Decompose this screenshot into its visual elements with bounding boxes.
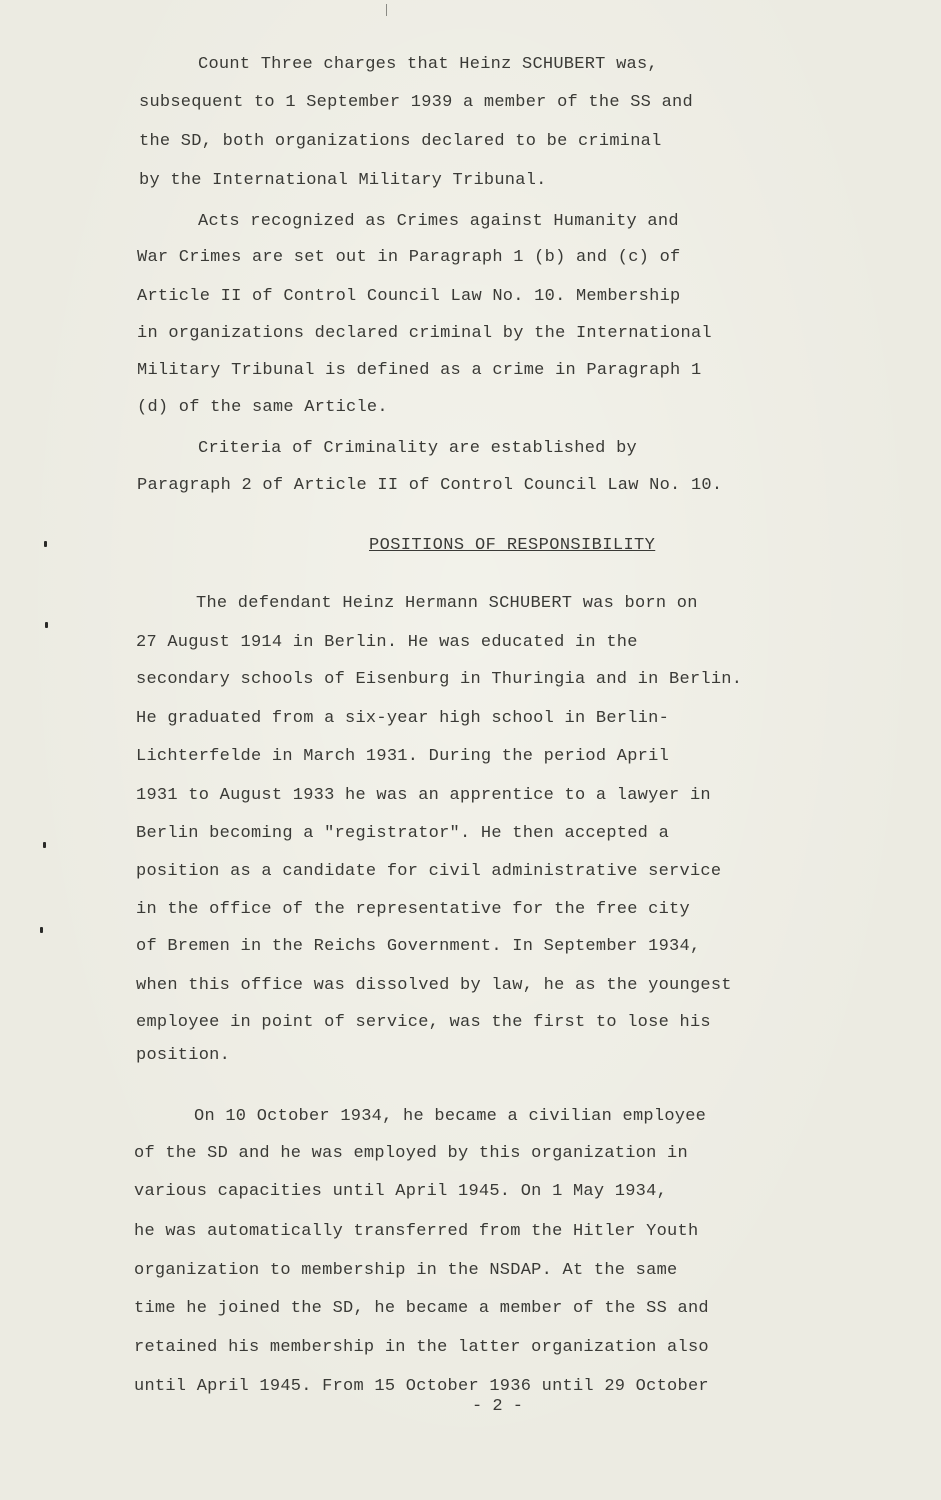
text-line: in organizations declared criminal by the International bbox=[137, 324, 712, 343]
text-line: the SD, both organizations declared to be criminal bbox=[139, 132, 662, 151]
text-line: The defendant Heinz Hermann SCHUBERT was born on bbox=[196, 594, 698, 613]
text-line: in the office of the representative for the free city bbox=[136, 900, 690, 919]
margin-dot bbox=[40, 927, 43, 933]
page-number: - 2 - bbox=[472, 1397, 524, 1416]
text-line: War Crimes are set out in Paragraph 1 (b) and (c) of bbox=[137, 248, 681, 267]
text-line: of the SD and he was employed by this organization in bbox=[134, 1144, 688, 1163]
text-line: employee in point of service, was the first to lose his bbox=[136, 1013, 711, 1032]
margin-dot bbox=[44, 541, 47, 547]
text-line: of Bremen in the Reichs Government. In September 1934, bbox=[136, 937, 701, 956]
text-line: secondary schools of Eisenburg in Thuringia and in Berlin. bbox=[136, 670, 743, 689]
punch-mark bbox=[386, 4, 387, 16]
text-line: he was automatically transferred from the Hitler Youth bbox=[134, 1222, 699, 1241]
text-line: 27 August 1914 in Berlin. He was educated in the bbox=[136, 633, 638, 652]
text-line: Military Tribunal is defined as a crime in Paragraph 1 bbox=[137, 361, 702, 380]
margin-dot bbox=[43, 842, 46, 848]
text-line: various capacities until April 1945. On 1 May 1934, bbox=[134, 1182, 668, 1201]
margin-dot bbox=[45, 622, 48, 628]
text-line: subsequent to 1 September 1939 a member of the SS and bbox=[139, 93, 693, 112]
text-line: retained his membership in the latter organization also bbox=[134, 1338, 709, 1357]
text-line: (d) of the same Article. bbox=[137, 398, 388, 417]
text-line: organization to membership in the NSDAP. At the same bbox=[134, 1261, 678, 1280]
text-line: Lichterfelde in March 1931. During the period April bbox=[136, 747, 670, 766]
text-line: Count Three charges that Heinz SCHUBERT was, bbox=[198, 55, 658, 74]
text-line: Acts recognized as Crimes against Humanity and bbox=[198, 212, 679, 231]
text-line: He graduated from a six-year high school in Berlin- bbox=[136, 709, 670, 728]
text-line: Paragraph 2 of Article II of Control Council Law No. 10. bbox=[137, 476, 723, 495]
text-line: position. bbox=[136, 1046, 231, 1065]
text-line: position as a candidate for civil administrative service bbox=[136, 862, 722, 881]
text-line: when this office was dissolved by law, he as the youngest bbox=[136, 976, 732, 995]
text-line: 1931 to August 1933 he was an apprentice to a lawyer in bbox=[136, 786, 711, 805]
text-line: Article II of Control Council Law No. 10. Membership bbox=[137, 287, 681, 306]
text-line: time he joined the SD, he became a member of the SS and bbox=[134, 1299, 709, 1318]
text-line: until April 1945. From 15 October 1936 until 29 October bbox=[134, 1377, 709, 1396]
text-line: On 10 October 1934, he became a civilian employee bbox=[194, 1107, 707, 1126]
text-line: by the International Military Tribunal. bbox=[139, 171, 547, 190]
text-line: Berlin becoming a "registrator". He then accepted a bbox=[136, 824, 670, 843]
section-heading: POSITIONS OF RESPONSIBILITY bbox=[369, 536, 656, 555]
text-line: Criteria of Criminality are established by bbox=[198, 439, 637, 458]
